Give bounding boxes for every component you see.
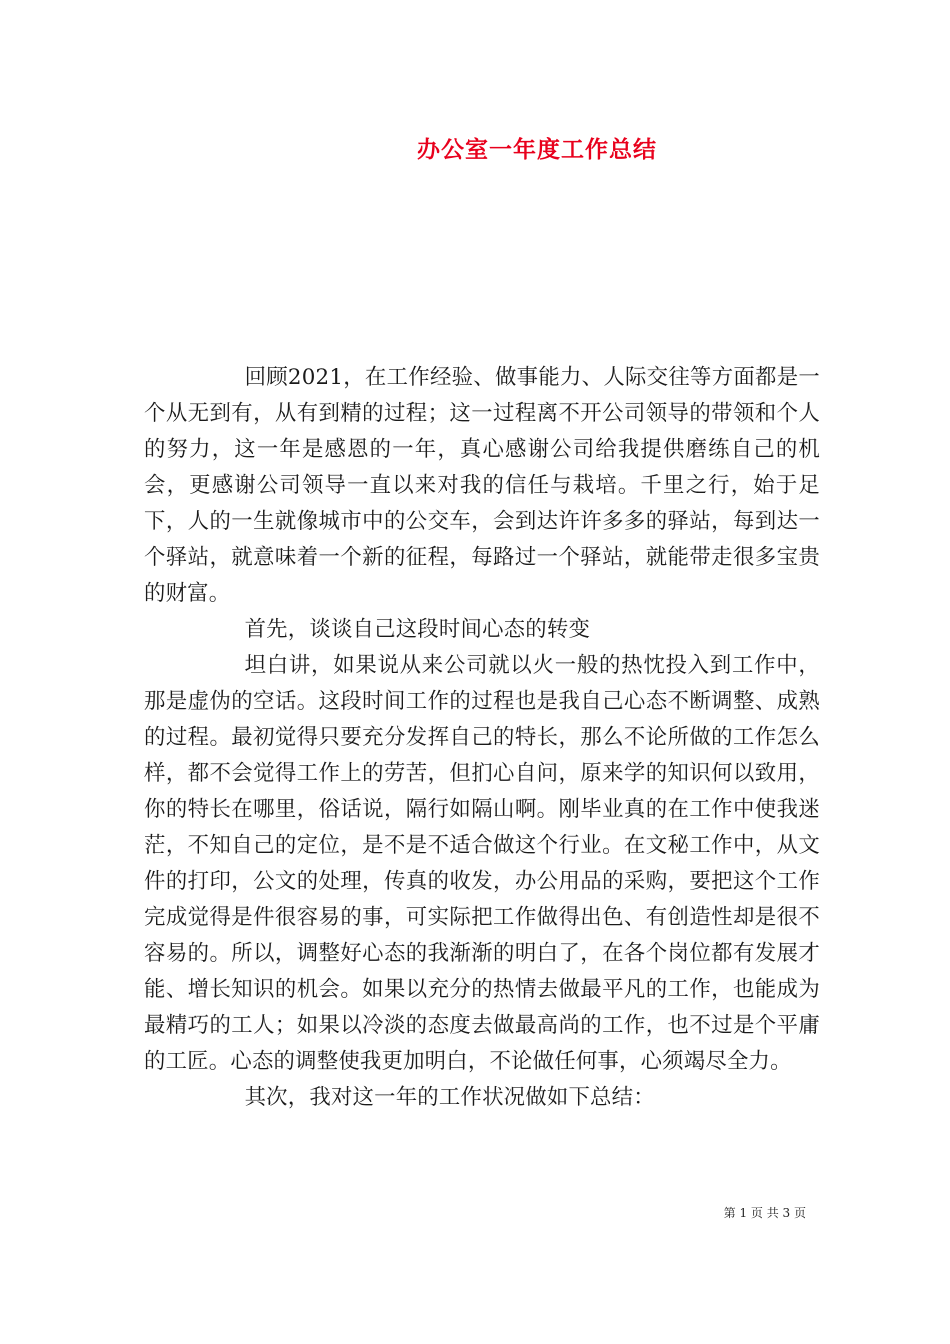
- document-body: [144, 360, 820, 1116]
- page-number: 第 1 页 共 3 页: [723, 1206, 806, 1220]
- paragraph-mindset: 坦白讲，如果说从来公司就以火一般的热忱投入到工作中，那是虚伪的空话。这段时间工作的过程也是我自己心态不断调整、成熟的过程。最初觉得只要充分发挥自己的特长，那么不论所做的工作怎么样，都不会觉得工作上的劳苦，但扪心自问，原来学的知识何以致用，你的特长在哪里，俗话说，隔行如隔山啊。刚毕业真的在工作中使我迷茫，不知自己的定位，是不是不适合做这个行业。在文秘工作中，从文件的打印，公文的处理，传真的收发，办公用品的采购，要把这个工作完成觉得是件很容易的事，可实际把工作做得出色、有创造性却是很不容易的。所以，调整好心态的我渐渐的明白了，在各个岗位都有发展才能、增长知识的机会。如果以充分的热情去做最平凡的工作，也能成为最精巧的工人；如果以冷淡的态度去做最高尚的工作，也不过是个平庸的工匠。心态的调整使我更加明白，不论做任何事，心须竭尽全力。: [144, 653, 820, 1074]
- paragraph-review: 回顾2021，在工作经验、做事能力、人际交往等方面都是一个从无到有，从有到精的过程；这一过程离不开公司领导的带领和个人的努力，这一年是感恩的一年，真心感谢公司给我提供磨练自己的机会，更感谢公司领导一直以来对我的信任与栽培。千里之行，始于足下，人的一生就像城市中的公交车，会到达许许多多的驿站，每到达一个驿站，就意味着一个新的征程，每路过一个驿站，就能带走很多宝贵的财富。: [144, 365, 820, 606]
- paragraph-mindset-heading: 首先，谈谈自己这段时间心态的转变: [244, 617, 591, 642]
- document-title: 办公室一年度工作总结: [417, 136, 657, 163]
- paragraph-summary-heading: 其次，我对这一年的工作状况做如下总结：: [244, 1085, 655, 1110]
